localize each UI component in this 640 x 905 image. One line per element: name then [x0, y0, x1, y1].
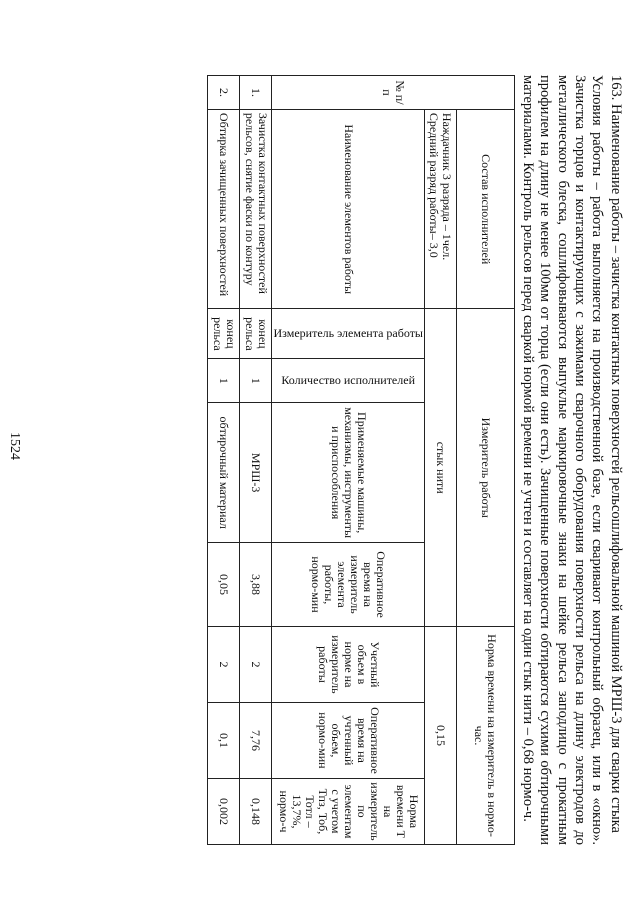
row-tools: МРШ-3: [240, 403, 272, 543]
col-header-qty: [272, 359, 425, 403]
col-header-tools: Применяемые машины, механизмы, инструменты и приспособления: [272, 403, 425, 543]
row-meter: конец рельса: [208, 309, 240, 359]
row-qty: 1: [240, 359, 272, 403]
row-tools: обтирочный материал: [208, 403, 240, 543]
qty-text: Количество исполнителей: [281, 373, 416, 388]
row-num: 1.: [240, 76, 272, 110]
row-op-time: 3,88: [240, 543, 272, 627]
row-op-vol: 7,76: [240, 702, 272, 778]
col-header-elem-meter: [272, 309, 425, 359]
norms-table: [207, 75, 515, 845]
row-op-vol: 0,1: [208, 702, 240, 778]
row-name: Зачистка контактных поверхностей рельсов, снятие фаски по контуру: [240, 109, 272, 309]
elem-meter-text: Измеритель элемента работы: [273, 326, 423, 341]
col-header-staff: Состав исполнителей: [456, 109, 514, 309]
col-header-num: № п/п: [272, 76, 515, 110]
rotated-content: [207, 75, 624, 845]
row-volume: 2: [208, 627, 240, 703]
row-norm-t: 0,148: [240, 778, 272, 844]
col-header-norm-t: Норма времени Т на измеритель по элементам с учетом Тпз, Тоб, Тотл – 13,7%, нормо-ч: [272, 778, 425, 844]
meter-value: стык нити: [424, 309, 456, 627]
row-qty: 1: [208, 359, 240, 403]
row-num: 2.: [208, 76, 240, 110]
col-header-op-vol: Оперативное время на учтенный объем, нормо-мин: [272, 702, 425, 778]
row-norm-t: 0,002: [208, 778, 240, 844]
page-number: 1524: [7, 432, 22, 460]
row-name: Обтирка зачищенных поверхностей: [208, 109, 240, 309]
col-header-norm: Норма времени на измеритель в нормо-час.: [456, 627, 514, 845]
table-row: [240, 76, 272, 845]
staff-value: Наждачник 3 разряда – 1чел. Средний разряд работы– 3,0: [424, 109, 456, 309]
section-title: 163. Наименование работы – зачистка контактных поверхностей рельсошлифовальной машиной МРШ-3 для сварки стыка: [608, 75, 624, 833]
row-volume: 2: [240, 627, 272, 703]
col-header-op-time: Оперативное время на измеритель элемента работы, нормо-мин: [272, 543, 425, 627]
norm-value: 0,15: [424, 627, 456, 845]
col-header-meter: Измеритель работы: [456, 309, 514, 627]
work-conditions: Условия работы – работа выполняется на производственной базе, если сваривают контрольный образец, или в «окно». Зачистка торцов и контактирующих с зажимами сварочного оборудования поверхности рельса на длину электродов до металлического блеска, сошлифовываются выпуклые маркировочные знаки на шейке рельса заподлицо с прокатным профилем на длину не менее 100мм от торца (если они есть). Зачищенные поверхности обтираются сухими обтирочными материалами. Контроль рельсов перед сваркой нормой времени не учтен и составляет на один стык нити – 0,68 нормо-ч.: [520, 75, 605, 845]
row-meter: конец рельса: [240, 309, 272, 359]
row-op-time: 0,05: [208, 543, 240, 627]
table-row: [208, 76, 240, 845]
col-header-volume: Учетный объем в норме на измеритель работы: [272, 627, 425, 703]
col-header-element: Наименование элементов работы: [272, 109, 425, 309]
